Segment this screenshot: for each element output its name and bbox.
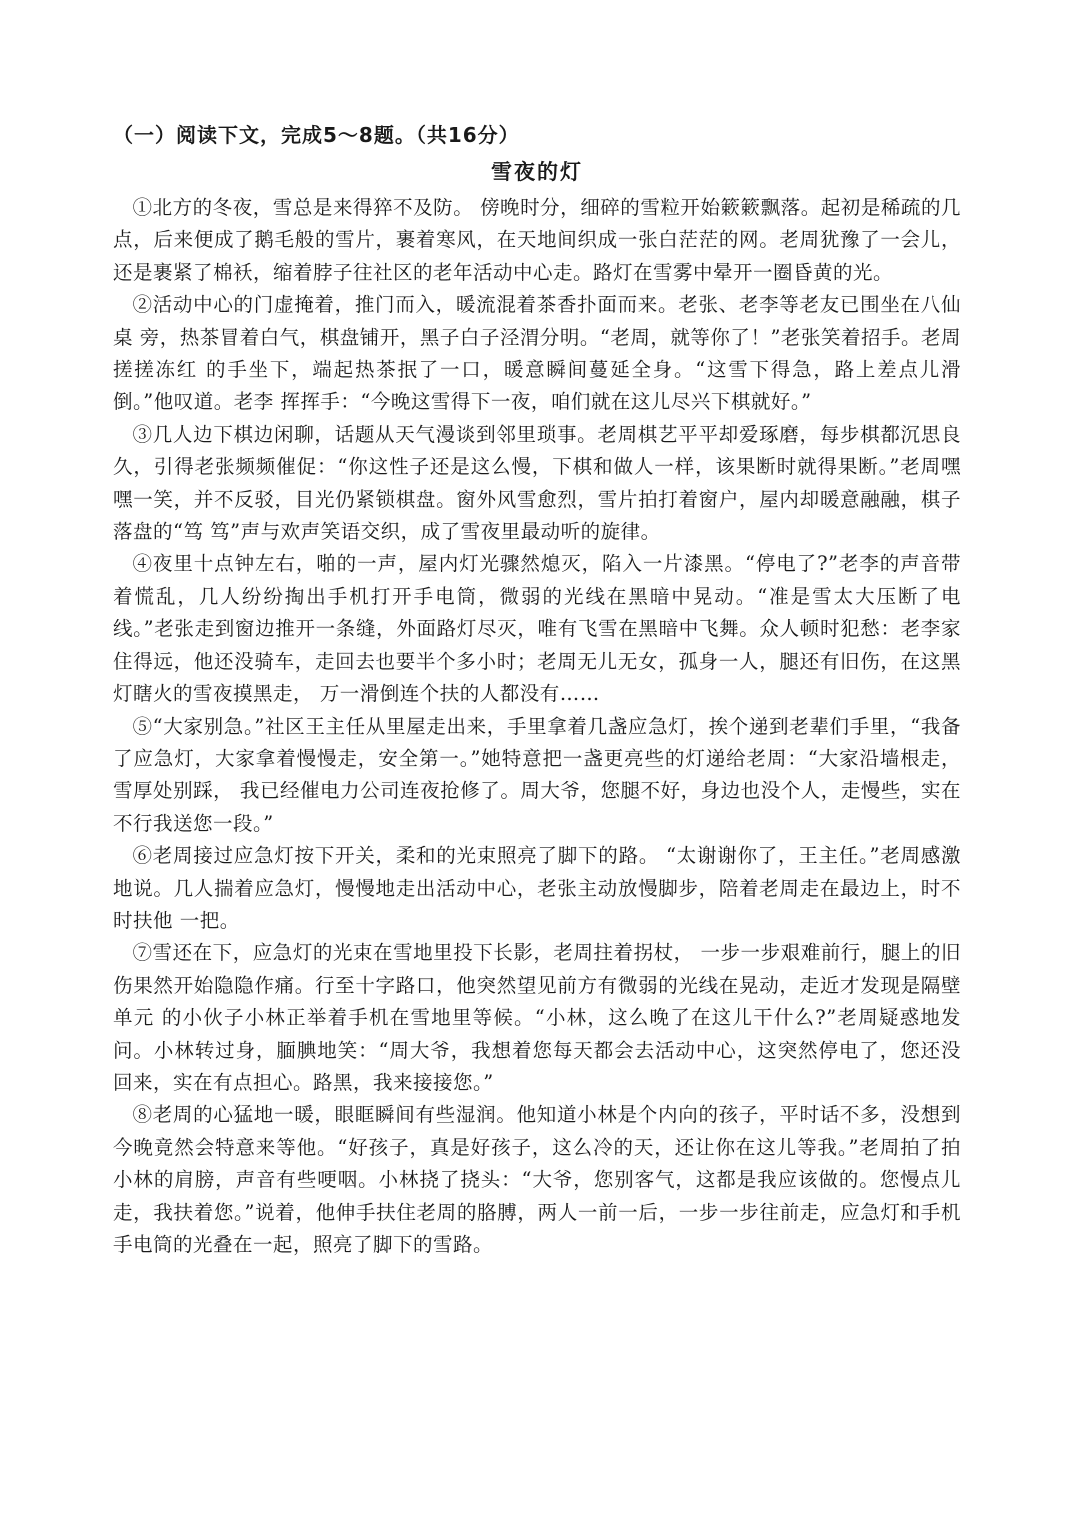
paragraph-6: ⑥老周接过应急灯按下开关，柔和的光束照亮了脚下的路。 “太谢谢你了，王主任。”老周感激地说。几人揣着应急灯，慢慢地走出活动中心，老张主动放慢脚步，陪着老周走在最边上，时不时扶他 一把。 [113, 844, 961, 932]
paragraph-1: ①北方的冬夜，雪总是来得猝不及防。 傍晚时分，细碎的雪粒开始簌簌飘落。起初是稀疏的几 点，后来便成了鹅毛般的雪片，裹着寒风，在天地间织成一张白茫茫的网。老周犹豫了一会儿，还是裹紧了棉袄，缩着脖子往社区的老年活动中心走。路灯在雪雾中晕开一圈昏黄的光。 [113, 196, 961, 284]
paragraph-8: ⑧老周的心猛地一暖，眼眶瞬间有些湿润。他知道小林是个内向的孩子，平时话不多，没想到今晚竟然会特意来等他。“好孩子，真是好孩子，这么冷的天，还让你在这儿等我。”老周拍了拍小林的肩膀，声音有些哽咽。小林挠了挠头：“大爷，您别客气，这都是我应该做的。您慢点儿走，我扶着您。”说着，他伸手扶住老周的胳膊，两人一前一后，一步一步往前走，应急灯和手机手电筒的光叠在一起，照亮了脚下的雪路。 [113, 1103, 961, 1256]
paragraph-7: ⑦雪还在下，应急灯的光束在雪地里投下长影，老周拄着拐杖， 一步一步艰难前行，腿上的旧伤果然开始隐隐作痛。行至十字路口，他突然望见前方有微弱的光线在晃动，走近才发现是隔壁单元 的小伙子小林正举着手机在雪地里等候。“小林，这么晚了在这儿干什么?”老周疑惑地发问。小林转过身，腼腆地笑：“周大爷，我想着您每天都会去活动中心，这突然停电了，您还没回来，实在有点担心。路黑，我来接接您。” [113, 941, 961, 1094]
passage-title: 雪夜的灯 [491, 160, 583, 184]
paragraph-4: ④夜里十点钟左右，啪的一声，屋内灯光骤然熄灭，陷入一片漆黑。“停电了?”老李的声音带着慌乱，几人纷纷掏出手机打开手电筒，微弱的光线在黑暗中晃动。“准是雪太大压断了电线。”老张走到窗边推开一条缝，外面路灯尽灭，唯有飞雪在黑暗中飞舞。众人顿时犯愁：老李家住得远，他还没骑车，走回去也要半个多小时；老周无儿无女，孤身一人，腿还有旧伤，在这黑灯瞎火的雪夜摸黑走， 万一滑倒连个扶的人都没有…… [113, 552, 961, 706]
paragraph-3: ③几人边下棋边闲聊，话题从天气漫谈到邻里琐事。老周棋艺平平却爱琢磨，每步棋都沉思良久，引得老张频频催促：“你这性子还是这么慢，下棋和做人一样，该果断时就得果断。”老周嘿嘿一笑，并不反驳，目光仍紧锁棋盘。窗外风雪愈烈，雪片拍打着窗户，屋内却暖意融融，棋子落盘的“笃 笃”声与欢声笑语交织，成了雪夜里最动听的旋律。 [113, 422, 961, 544]
section-heading: （一）阅读下文，完成5～8题。（共16分） [113, 123, 520, 147]
reading-passage [113, 116, 961, 1261]
paragraph-5: ⑤“大家别急。”社区王主任从里屋走出来，手里拿着几盏应急灯，挨个递到老辈们手里，“我备了应急灯，大家拿着慢慢走，安全第一。”她特意把一盏更亮些的灯递给老周：“大家沿墙根走，雪厚处别踩， 我已经催电力公司连夜抢修了。周大爷，您腿不好，身边也没个人，走慢些，实在不行我送您一段。” [113, 714, 961, 835]
paragraph-2: ②活动中心的门虚掩着，推门而入，暖流混着茶香扑面而来。老张、老李等老友已围坐在八仙桌 旁，热茶冒着白气，棋盘铺开，黑子白子泾渭分明。“老周，就等你了！”老张笑着招手。老周搓搓冻红 的手坐下，端起热茶抿了一口，暖意瞬间蔓延全身。“这雪下得急，路上差点儿滑倒。”他叹道。老李 挥挥手：“今晚这雪得下一夜，咱们就在这儿尽兴下棋就好。” [113, 293, 961, 414]
